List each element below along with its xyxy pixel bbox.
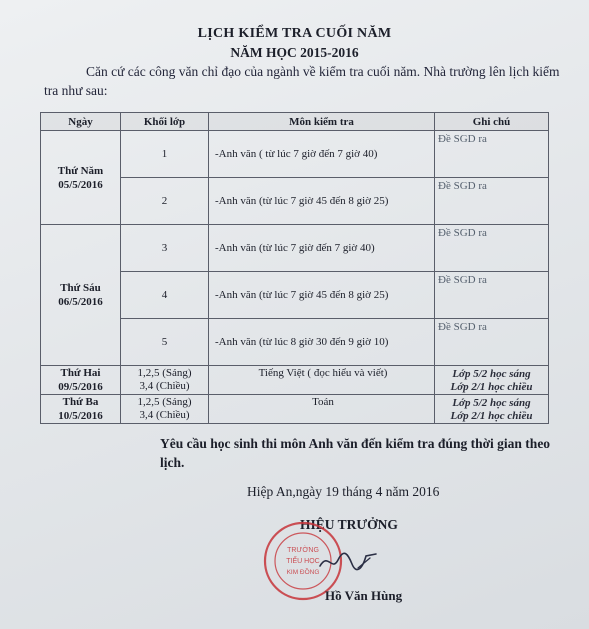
day-date: 09/5/2016 (58, 381, 103, 393)
day-name: Thứ Năm (57, 164, 104, 177)
subject-cell: -Anh văn (từ lúc 8 giờ 30 đến 9 giờ 10) (209, 319, 435, 366)
note-cell: Đề SGD ra (435, 178, 549, 225)
class-afternoon: 3,4 (Chiều) (139, 380, 190, 392)
document-subtitle: NĂM HỌC 2015-2016 (230, 45, 359, 60)
subject-cell: -Anh văn ( từ lúc 7 giờ đến 7 giờ 40) (209, 131, 435, 178)
day-name: Thứ Ba (62, 396, 99, 408)
header-subject: Môn kiểm tra (209, 113, 435, 131)
table-row (41, 366, 549, 395)
table-row (41, 131, 549, 178)
class-afternoon: 3,4 (Chiều) (139, 409, 190, 421)
day-cell (41, 225, 121, 366)
table-row (41, 395, 549, 424)
document-title: LỊCH KIỂM TRA CUỐI NĂM (197, 26, 392, 41)
class-cell (121, 366, 209, 395)
subject-cell: -Anh văn (từ lúc 7 giờ đến 7 giờ 40) (209, 225, 435, 272)
table-header-row (41, 113, 549, 131)
note-cell: Đề SGD ra (435, 319, 549, 366)
class-morning: 1,2,5 (Sáng) (137, 396, 192, 408)
signer-role: HIỆU TRƯỞNG (300, 517, 398, 532)
note-afternoon: Lớp 2/1 học chiều (450, 381, 533, 393)
table-row (41, 225, 549, 272)
header-class: Khối lớp (121, 113, 209, 131)
day-date: 06/5/2016 (58, 296, 103, 308)
day-name: Thứ Hai (60, 367, 101, 379)
day-date: 05/5/2016 (58, 178, 103, 191)
day-cell (41, 366, 121, 395)
note-afternoon: Lớp 2/1 học chiều (450, 410, 533, 422)
note-cell: Đề SGD ra (435, 131, 549, 178)
requirement-note: Yêu cầu học sinh thi môn Anh văn đến kiểm tra đúng thời gian theo lịch. (160, 436, 551, 470)
note-cell (435, 366, 549, 395)
subject-cell: Tiếng Việt ( đọc hiểu và viết) (209, 366, 435, 395)
note-morning: Lớp 5/2 học sáng (452, 368, 531, 380)
intro-paragraph: Căn cứ các công văn chỉ đạo của ngành về kiểm tra cuối năm. Nhà trường lên lịch kiểm tra như sau: (44, 64, 560, 98)
subject-cell: -Anh văn (từ lúc 7 giờ 45 đến 8 giờ 25) (209, 272, 435, 319)
note-cell: Đề SGD ra (435, 225, 549, 272)
exam-schedule-table (40, 112, 549, 424)
day-date: 10/5/2016 (58, 410, 103, 422)
class-cell (121, 395, 209, 424)
class-cell: 5 (121, 319, 209, 366)
note-morning: Lớp 5/2 học sáng (452, 397, 531, 409)
class-cell: 4 (121, 272, 209, 319)
note-cell (435, 395, 549, 424)
svg-text:TIỂU HỌC: TIỂU HỌC (286, 558, 320, 565)
signer-name: Hồ Văn Hùng (325, 588, 403, 603)
note-cell: Đề SGD ra (435, 272, 549, 319)
place-date: Hiệp An,ngày 19 tháng 4 năm 2016 (247, 484, 440, 499)
class-cell: 1 (121, 131, 209, 178)
class-cell: 3 (121, 225, 209, 272)
header-note: Ghi chú (435, 113, 549, 131)
svg-text:KIM ĐỒNG: KIM ĐỒNG (286, 569, 320, 576)
subject-cell: Toán (209, 395, 435, 424)
class-cell: 2 (121, 178, 209, 225)
day-name: Thứ Sáu (60, 282, 101, 294)
subject-cell: -Anh văn (từ lúc 7 giờ 45 đến 8 giờ 25) (209, 178, 435, 225)
day-cell (41, 395, 121, 424)
day-cell (41, 131, 121, 225)
signature-mark (318, 548, 380, 574)
header-day: Ngày (41, 113, 121, 131)
svg-text:TRƯỜNG: TRƯỜNG (287, 547, 319, 554)
class-morning: 1,2,5 (Sáng) (137, 367, 192, 379)
